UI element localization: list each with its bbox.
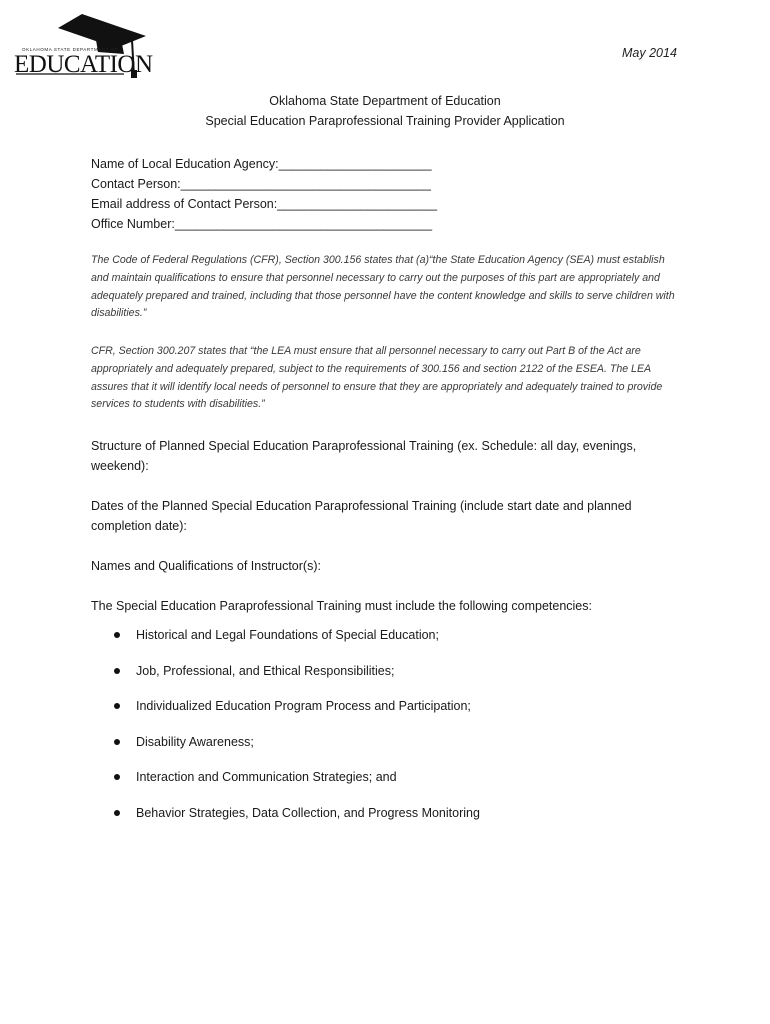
- list-item: [110, 733, 480, 769]
- bullet-icon: [114, 668, 120, 674]
- cfr-300-207-paragraph: CFR, Section 300.207 states that “the LEA must ensure that all personnel necessary to carry out Part B of the Act are appropriately and adequately prepared, subject to the requirements of 300.156 and section 2122 of the ESEA. The LEA assures that it will identify local needs of personnel to ensure that they are appropriately and adequately trained to provide services to students with disabilities.”: [91, 345, 663, 411]
- competency-text: Historical and Legal Foundations of Special Education;: [136, 628, 439, 642]
- list-item: [110, 768, 480, 804]
- field-contact-person[interactable]: Contact Person:____________________________________: [91, 177, 431, 191]
- question-training-structure: Structure of Planned Special Education Paraprofessional Training (ex. Schedule: all day, evenings, weekend):: [91, 439, 637, 473]
- field-office-number[interactable]: Office Number:_____________________________________: [91, 217, 433, 231]
- logo-big-text: EDUCATION: [14, 51, 153, 78]
- list-item: [110, 804, 480, 840]
- bullet-icon: [114, 739, 120, 745]
- list-item: [110, 626, 480, 662]
- osde-logo: [12, 10, 152, 82]
- competencies-intro: The Special Education Paraprofessional Training must include the following competencies:: [91, 599, 592, 613]
- competencies-list: [110, 626, 480, 839]
- field-lea-name[interactable]: Name of Local Education Agency:______________________: [91, 157, 432, 171]
- list-item: [110, 697, 480, 733]
- document-date: May 2014: [622, 46, 677, 60]
- contact-fields: [91, 154, 437, 234]
- list-item: [110, 662, 480, 698]
- logo-small-text: OKLAHOMA STATE DEPARTMENT OF: [22, 47, 119, 52]
- field-contact-email[interactable]: Email address of Contact Person:_______________________: [91, 197, 438, 211]
- competency-text: Disability Awareness;: [136, 734, 254, 749]
- question-instructors: Names and Qualifications of Instructor(s):: [91, 559, 321, 573]
- bullet-icon: [114, 632, 120, 638]
- document-title-line1: Oklahoma State Department of Education: [269, 94, 501, 108]
- bullet-icon: [114, 774, 120, 780]
- competency-text: Individualized Education Program Process and Participation;: [136, 699, 471, 713]
- competency-text: Behavior Strategies, Data Collection, and Progress Monitoring: [136, 805, 480, 820]
- bullet-icon: [114, 703, 120, 709]
- question-training-dates: Dates of the Planned Special Education Paraprofessional Training (include start date and planned completion date):: [91, 499, 632, 533]
- competency-text: Job, Professional, and Ethical Responsibilities;: [136, 663, 395, 678]
- bullet-icon: [114, 810, 120, 816]
- competency-text: Interaction and Communication Strategies; and: [136, 770, 397, 784]
- document-title-line2: Special Education Paraprofessional Training Provider Application: [205, 114, 565, 128]
- cfr-300-156-paragraph: The Code of Federal Regulations (CFR), Section 300.156 states that (a)“the State Education Agency (SEA) must establish and maintain qualifications to ensure that personnel necessary to carry out the purposes of this part are appropriately and adequately prepared and trained, including that those personnel have the content knowledge and skills to serve children with disabilities.”: [91, 254, 675, 320]
